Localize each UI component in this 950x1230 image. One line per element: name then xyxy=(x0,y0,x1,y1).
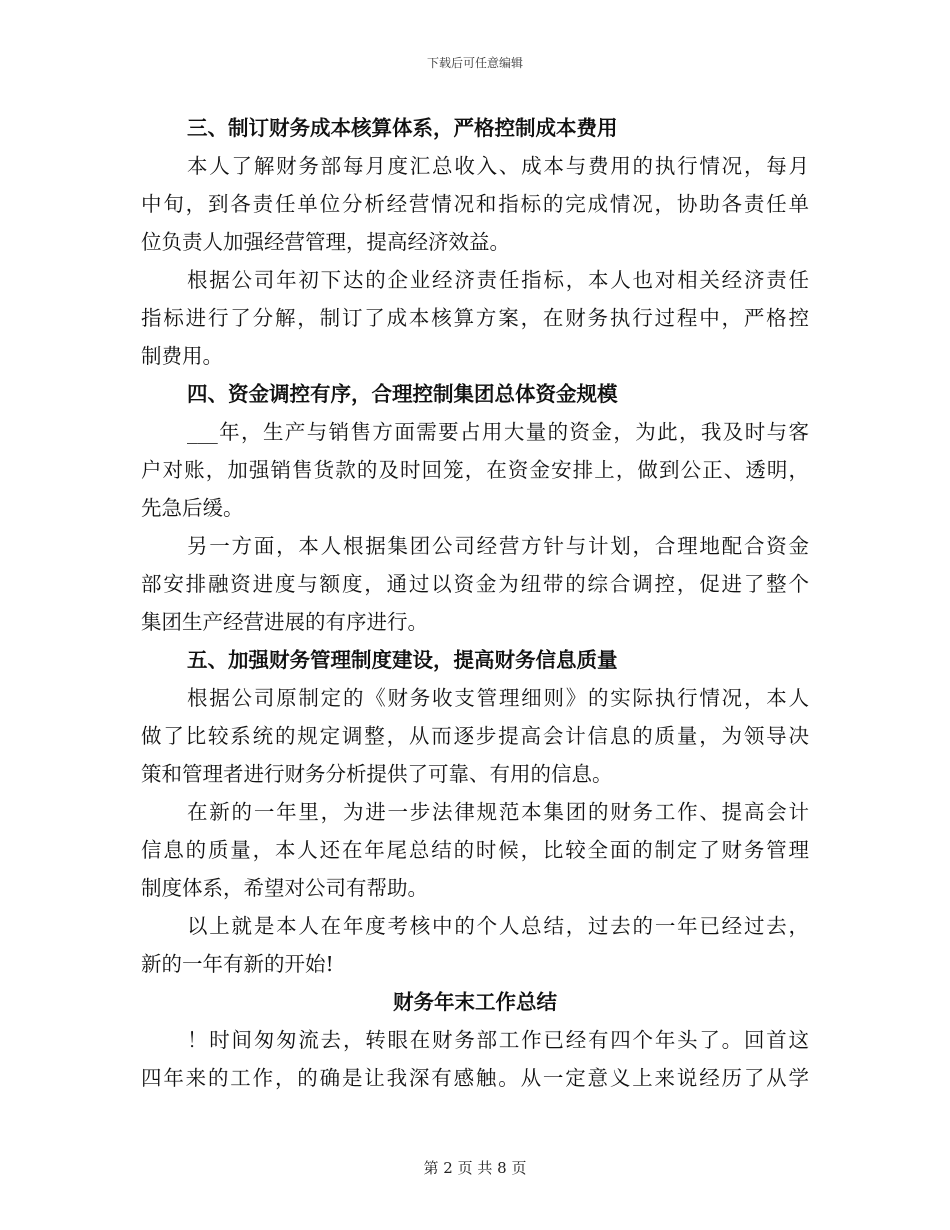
section-heading: 三、制订财务成本核算体系，严格控制成本费用 xyxy=(187,116,618,140)
paragraph-line: 制费用。 xyxy=(141,344,223,368)
paragraph-line: 根据公司年初下达的企业经济责任指标，本人也对相关经济责任 xyxy=(187,268,809,292)
paragraph-line: 四年来的工作，的确是让我深有感触。从一定意义上来说经历了从学 xyxy=(141,1066,809,1090)
paragraph-line: 指标进行了分解，制订了成本核算方案，在财务执行过程中，严格控 xyxy=(141,306,809,330)
paragraph-line: 信息的质量，本人还在年尾总结的时候，比较全面的制定了财务管理 xyxy=(141,838,809,862)
paragraph-line: 中旬，到各责任单位分析经营情况和指标的完成情况，协助各责任单 xyxy=(141,192,809,216)
paragraph-line: 制度体系，希望对公司有帮助。 xyxy=(141,876,428,900)
paragraph-line: 新的一年有新的开始! xyxy=(141,952,334,976)
paragraph-line: ___年，生产与销售方面需要占用大量的资金，为此，我及时与客 xyxy=(187,420,809,444)
paragraph-line: ！时间匆匆流去，转眼在财务部工作已经有四个年头了。回首这 xyxy=(187,1028,809,1052)
paragraph-line: 做了比较系统的规定调整，从而逐步提高会计信息的质量，为领导决 xyxy=(141,724,809,748)
paragraph-line: 在新的一年里，为进一步法律规范本集团的财务工作、提高会计 xyxy=(187,800,809,824)
paragraph-line: 以上就是本人在年度考核中的个人总结，过去的一年已经过去， xyxy=(187,914,809,938)
paragraph-line: 先急后缓。 xyxy=(141,496,244,520)
paragraph-line: 策和管理者进行财务分析提供了可靠、有用的信息。 xyxy=(141,762,613,786)
document-title: 财务年末工作总结 xyxy=(393,990,557,1014)
page-header: 下载后可任意编辑 xyxy=(426,56,523,70)
section-heading: 五、加强财务管理制度建设，提高财务信息质量 xyxy=(187,648,618,672)
paragraph-line: 位负责人加强经营管理，提高经济效益。 xyxy=(141,230,510,254)
section-heading: 四、资金调控有序，合理控制集团总体资金规模 xyxy=(187,382,618,406)
page-number: 第 2 页 共 8 页 xyxy=(423,1159,527,1177)
paragraph-line: 另一方面，本人根据集团公司经营方针与计划，合理地配合资金 xyxy=(187,534,809,558)
paragraph-line: 集团生产经营进展的有序进行。 xyxy=(141,610,428,634)
paragraph-line: 部安排融资进度与额度，通过以资金为纽带的综合调控，促进了整个 xyxy=(141,572,809,596)
paragraph-line: 根据公司原制定的《财务收支管理细则》的实际执行情况，本人 xyxy=(187,686,809,710)
paragraph-line: 户对账，加强销售货款的及时回笼，在资金安排上，做到公正、透明， xyxy=(141,458,809,482)
paragraph-line: 本人了解财务部每月度汇总收入、成本与费用的执行情况，每月 xyxy=(187,154,809,178)
document-body xyxy=(141,109,809,1097)
